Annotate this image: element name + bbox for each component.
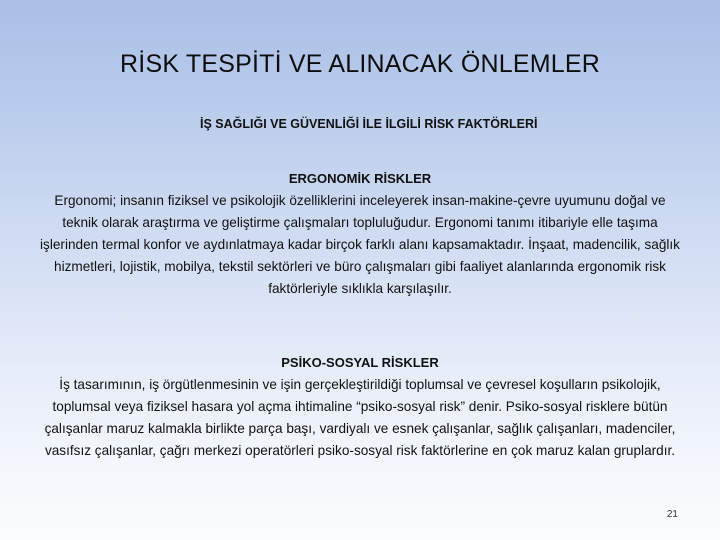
section-heading: PSİKO-SOSYAL RİSKLER xyxy=(281,355,439,370)
slide-subtitle: İŞ SAĞLIĞI VE GÜVENLİĞİ İLE İLGİLİ RİSK FAKTÖRLERİ xyxy=(200,117,538,131)
psychosocial-risks-section xyxy=(40,352,680,462)
section-body: İş tasarımının, iş örgütlenmesinin ve işin gerçekleştirildiği toplumsal ve çevresel koşulların psikolojik, toplumsal veya fiziksel hasara yol açma ihtimaline “psiko-sosyal risk” denir. Psiko-sosyal risklere bütün çalışanlar maruz kalmakla birlikte parça başı, vardiyalı ve esnek çalışanlar, sağlık çalışanları, madenciler, vasıfsız çalışanlar, çağrı merkezi operatörleri psiko-sosyal risk faktörlerine en çok maruz kalan gruplardır. xyxy=(44,377,676,458)
slide-title: RİSK TESPİTİ VE ALINACAK ÖNLEMLER xyxy=(120,50,600,78)
page-number: 21 xyxy=(666,509,678,520)
ergonomic-risks-section xyxy=(40,168,680,300)
section-heading: ERGONOMİK RİSKLER xyxy=(288,171,432,186)
section-body: Ergonomi; insanın fiziksel ve psikolojik özelliklerini inceleyerek insan-makine-çevre uyumunu doğal ve teknik olarak araştırma ve geliştirme çalışmaları topluluğudur. Ergonomi tanımı itibariyle elle taşıma işlerinden termal konfor ve aydınlatmaya kadar birçok farklı alanı kapsamaktadır. İnşaat, madencilik, sağlık hizmetleri, lojistik, mobilya, tekstil sektörleri ve büro çalışmaları gibi faaliyet alanlarında ergonomik risk faktörleriyle sıklıkla karşılaşılır. xyxy=(40,193,680,296)
